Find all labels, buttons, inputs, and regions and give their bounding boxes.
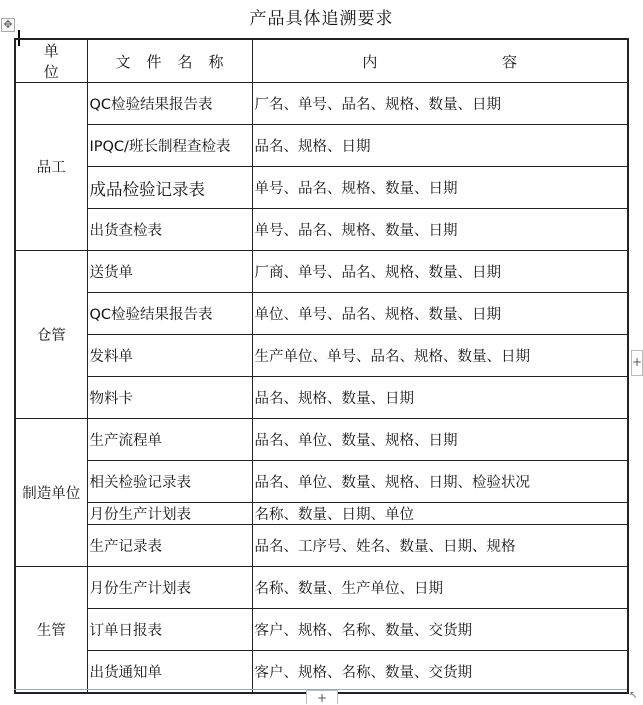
content-cell: 客户、规格、名称、数量、交货期 [252, 609, 628, 651]
page-title: 产品具体追溯要求 [249, 9, 394, 29]
file-name-cell: 成品检验记录表 [87, 167, 252, 209]
table-row [15, 209, 628, 251]
file-name-cell: 生产流程单 [87, 419, 252, 461]
file-name-cell: 订单日报表 [87, 609, 252, 651]
traceability-table [14, 38, 629, 694]
file-name-cell: QC检验结果报告表 [87, 293, 252, 335]
content-cell: 厂商、单号、品名、规格、数量、日期 [252, 251, 628, 293]
table-move-handle-icon[interactable]: ✥ [1, 18, 15, 32]
header-unit: 单位 [15, 39, 87, 83]
table-row [15, 461, 628, 503]
content-cell: 品名、规格、数量、日期 [252, 377, 628, 419]
table-row [15, 567, 628, 609]
content-cell: 品名、单位、数量、规格、日期 [252, 419, 628, 461]
header-content: 内 容 [252, 39, 628, 83]
file-name-cell: 相关检验记录表 [87, 461, 252, 503]
content-cell: 品名、工序号、姓名、数量、日期、规格 [252, 525, 628, 567]
table-row [15, 651, 628, 694]
table-row [15, 377, 628, 419]
file-name-cell: 送货单 [87, 251, 252, 293]
file-name-cell: 发料单 [87, 335, 252, 377]
unit-cell: 品工 [15, 83, 87, 251]
header-file-name: 文件名称 [87, 39, 252, 83]
table-row [15, 167, 628, 209]
content-cell: 生产单位、单号、品名、规格、数量、日期 [252, 335, 628, 377]
file-name-cell: 出货通知单 [87, 651, 252, 694]
unit-cell: 制造单位 [15, 419, 87, 567]
table-row [15, 83, 628, 125]
table-row [15, 525, 628, 567]
table-row [15, 609, 628, 651]
file-name-cell: 月份生产计划表 [87, 503, 252, 525]
content-cell: 名称、数量、生产单位、日期 [252, 567, 628, 609]
content-cell: 名称、数量、日期、单位 [252, 503, 628, 525]
file-name-cell: 生产记录表 [87, 525, 252, 567]
content-cell: 品名、规格、日期 [252, 125, 628, 167]
content-cell: 客户、规格、名称、数量、交货期 [252, 651, 628, 694]
file-name-cell: IPQC/班长制程查检表 [87, 125, 252, 167]
content-cell: 单号、品名、规格、数量、日期 [252, 209, 628, 251]
table-row [15, 503, 628, 525]
content-cell: 厂名、单号、品名、规格、数量、日期 [252, 83, 628, 125]
unit-cell: 生管 [15, 567, 87, 694]
unit-cell: 仓管 [15, 251, 87, 419]
file-name-cell: 出货查检表 [87, 209, 252, 251]
content-cell: 单号、品名、规格、数量、日期 [252, 167, 628, 209]
file-name-cell: 月份生产计划表 [87, 567, 252, 609]
add-row-button[interactable]: + [306, 690, 338, 704]
table-row [15, 419, 628, 461]
table-row [15, 125, 628, 167]
table-resize-handle-icon[interactable]: ↖ [629, 690, 638, 701]
table-row [15, 293, 628, 335]
file-name-cell: 物料卡 [87, 377, 252, 419]
table-row [15, 251, 628, 293]
content-cell: 品名、单位、数量、规格、日期、检验状况 [252, 461, 628, 503]
header-row [15, 39, 628, 83]
add-column-button[interactable]: + [631, 350, 643, 376]
table-row [15, 335, 628, 377]
content-cell: 单位、单号、品名、规格、数量、日期 [252, 293, 628, 335]
file-name-cell: QC检验结果报告表 [87, 83, 252, 125]
